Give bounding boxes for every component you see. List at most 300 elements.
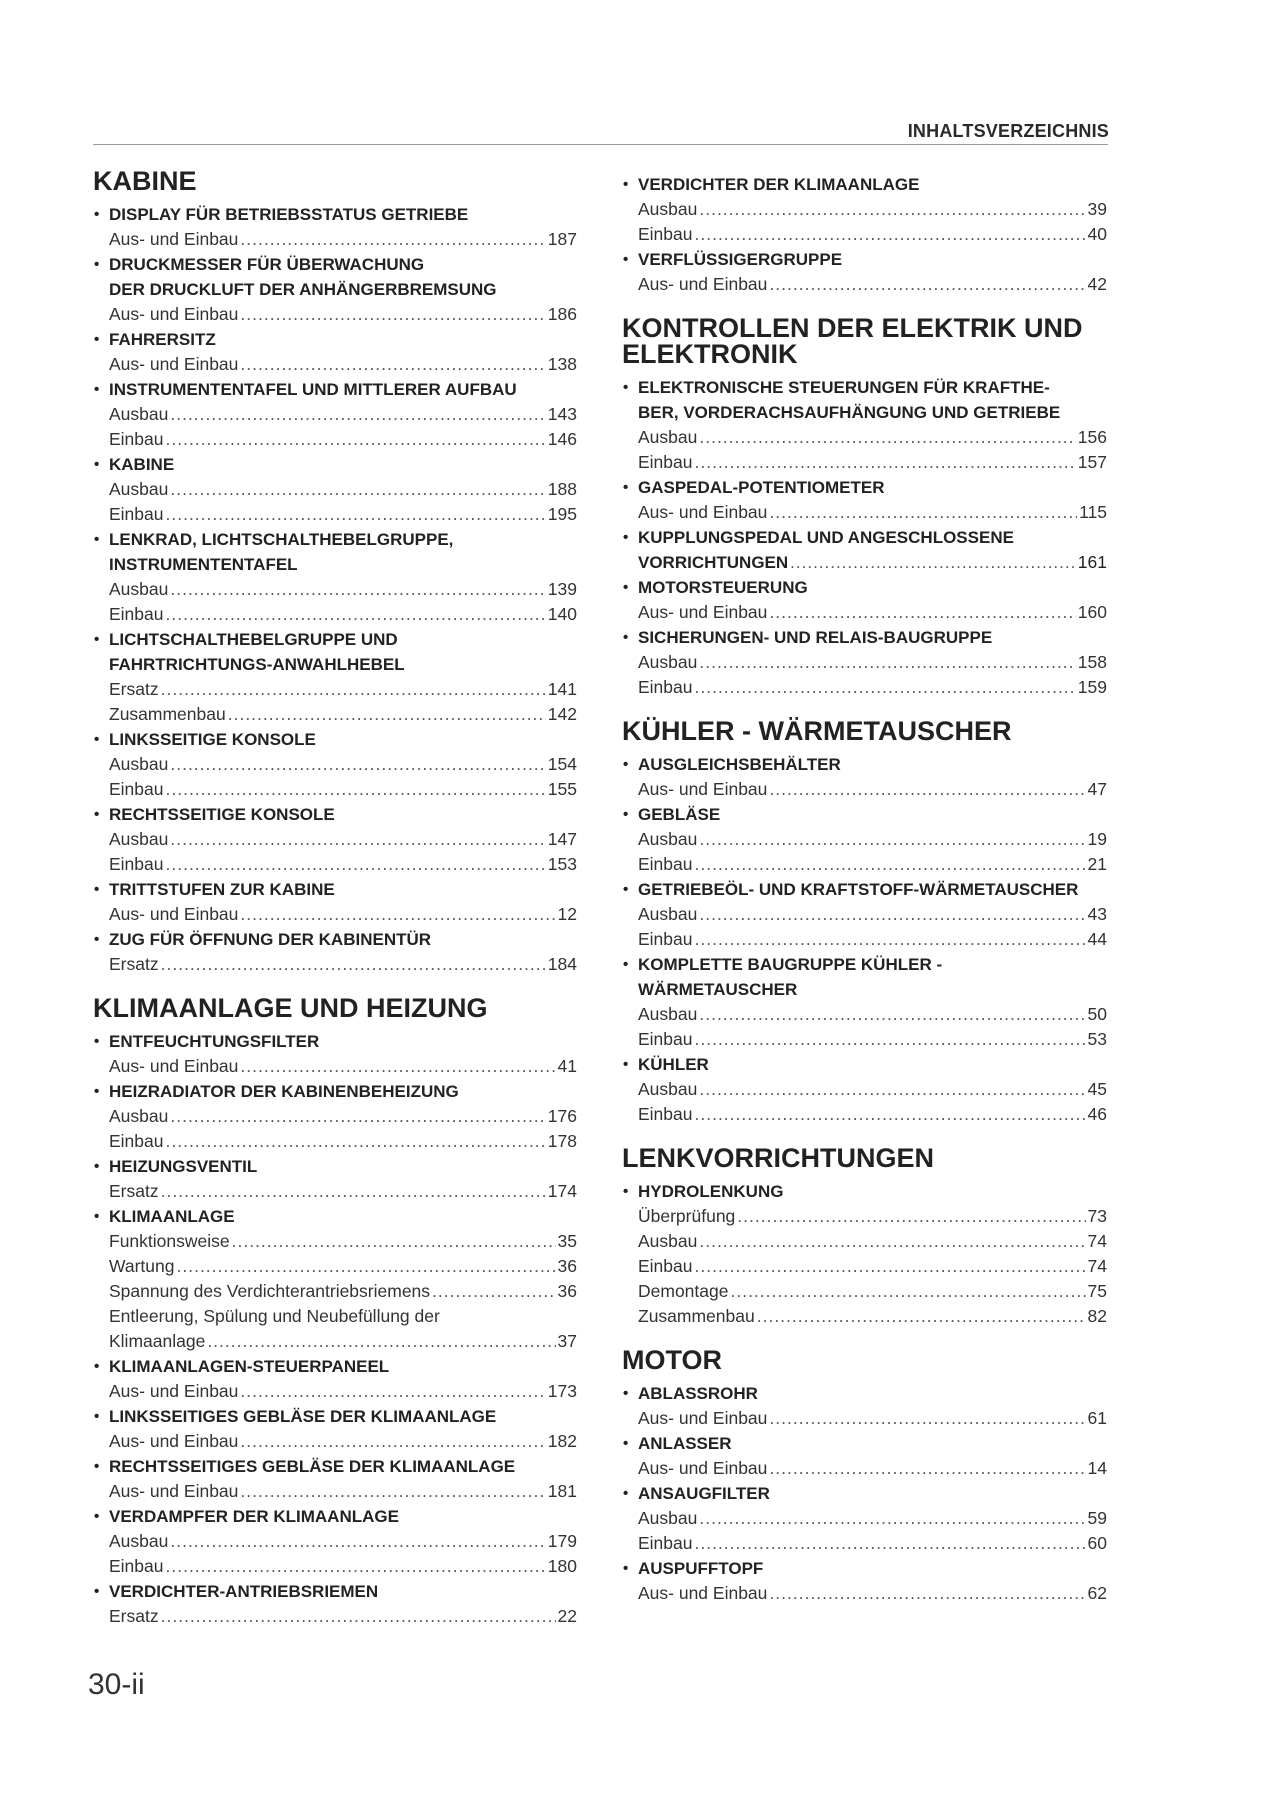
page-number-ref: 45 bbox=[1087, 1079, 1107, 1099]
entry-label: Überprüfung bbox=[638, 1206, 736, 1226]
topic-title[interactable]: • GEBLÄSE bbox=[622, 802, 1107, 827]
toc-topic-klimaanlagen-steuerpaneel bbox=[93, 1354, 577, 1404]
toc-entry-link[interactable] bbox=[93, 1329, 577, 1354]
toc-entry-link[interactable] bbox=[93, 402, 577, 427]
entry-label: Einbau bbox=[638, 224, 693, 244]
toc-topic-hydrolenkung bbox=[622, 1179, 1107, 1329]
toc-entry-link[interactable] bbox=[93, 1129, 577, 1154]
entry-label: Einbau bbox=[638, 677, 693, 697]
dot-leader bbox=[695, 1254, 1086, 1279]
toc-entry-link[interactable] bbox=[93, 702, 577, 727]
dot-leader bbox=[432, 1279, 555, 1304]
entry-label: Einbau bbox=[638, 1256, 693, 1276]
toc-topic-instrumententafel-und-mittlerer-aufbau bbox=[93, 377, 577, 452]
topic-title[interactable]: • LINKSSEITIGES GEBLÄSE DER KLIMAANLAGE bbox=[93, 1404, 577, 1429]
toc-left-column bbox=[93, 168, 577, 1629]
toc-topic-verflussigergruppe bbox=[622, 247, 1107, 297]
dot-leader bbox=[699, 425, 1075, 450]
topic-title[interactable]: • AUSPUFFTOPF bbox=[622, 1556, 1107, 1581]
dot-leader bbox=[166, 427, 546, 452]
toc-entry-link[interactable] bbox=[622, 450, 1107, 475]
toc-section-lenkvorrichtungen bbox=[622, 1145, 1107, 1329]
page-number-ref: 36 bbox=[557, 1256, 577, 1276]
entry-label: Ausbau bbox=[638, 199, 698, 219]
toc-topic-linksseitiges-geblase-der-klimaanlage bbox=[93, 1404, 577, 1454]
toc-topic-entfeuchtungsfilter bbox=[93, 1029, 577, 1079]
toc-entry-link[interactable] bbox=[93, 952, 577, 977]
entry-label: Ausbau bbox=[638, 427, 698, 447]
topic-title[interactable]: • HYDROLENKUNG bbox=[622, 1179, 1107, 1204]
topic-title[interactable]: • DRUCKMESSER FÜR ÜBERWACHUNG bbox=[93, 252, 577, 277]
entry-label: Aus- und Einbau bbox=[109, 354, 239, 374]
topic-title[interactable]: • LENKRAD, LICHTSCHALTHEBELGRUPPE, bbox=[93, 527, 577, 552]
page-number-ref: 176 bbox=[547, 1106, 577, 1126]
toc-topic-kuhler bbox=[622, 1052, 1107, 1127]
topic-title[interactable]: • LINKSSEITIGE KONSOLE bbox=[93, 727, 577, 752]
toc-topic-ansaugfilter bbox=[622, 1481, 1107, 1556]
page-number-ref: 160 bbox=[1077, 602, 1107, 622]
toc-entry-link[interactable] bbox=[622, 425, 1107, 450]
page-number-ref: 14 bbox=[1087, 1458, 1107, 1478]
dot-leader bbox=[695, 927, 1086, 952]
dot-leader bbox=[699, 1077, 1085, 1102]
topic-title[interactable]: • TRITTSTUFEN ZUR KABINE bbox=[93, 877, 577, 902]
entry-label: Ausbau bbox=[638, 1079, 698, 1099]
toc-entry-link[interactable] bbox=[622, 1002, 1107, 1027]
toc-topic-sicherungen-und-relais-baugruppe bbox=[622, 625, 1107, 700]
topic-title[interactable]: WÄRMETAUSCHER bbox=[638, 980, 798, 999]
entry-label: Ausbau bbox=[638, 1508, 698, 1528]
dot-leader bbox=[699, 1002, 1085, 1027]
page-number-ref: 37 bbox=[557, 1331, 577, 1351]
toc-entry-link[interactable] bbox=[93, 352, 577, 377]
toc-entry-link[interactable] bbox=[622, 1279, 1107, 1304]
toc-entry-link[interactable] bbox=[93, 227, 577, 252]
toc-entry-link[interactable] bbox=[622, 927, 1107, 952]
toc-entry-link[interactable] bbox=[93, 852, 577, 877]
entry-label: Aus- und Einbau bbox=[109, 1056, 239, 1076]
entry-label: Ausbau bbox=[638, 904, 698, 924]
dot-leader bbox=[769, 1456, 1085, 1481]
page-number-ref: 53 bbox=[1087, 1029, 1107, 1049]
page-number-ref: 12 bbox=[557, 904, 577, 924]
toc-entry-link[interactable] bbox=[622, 1077, 1107, 1102]
entry-label: Ersatz bbox=[109, 679, 159, 699]
page-number-ref: 40 bbox=[1087, 224, 1107, 244]
page-number: 30-ii bbox=[88, 1668, 145, 1701]
dot-leader bbox=[695, 852, 1086, 877]
entry-label: Einbau bbox=[638, 1104, 693, 1124]
topic-title[interactable]: • ELEKTRONISCHE STEUERUNGEN FÜR KRAFTHE- bbox=[622, 375, 1107, 400]
page-number-ref: 147 bbox=[547, 829, 577, 849]
toc-topic-verdampfer-der-klimaanlage bbox=[93, 1504, 577, 1579]
toc-entry-link[interactable] bbox=[622, 1581, 1107, 1606]
entry-label: Einbau bbox=[638, 854, 693, 874]
toc-entry-link[interactable] bbox=[622, 1102, 1107, 1127]
toc-entry-link[interactable] bbox=[93, 777, 577, 802]
dot-leader bbox=[170, 477, 545, 502]
toc-topic-druckmesser-fur-uberwachung-der-druckluft-der-anhangerbremsung bbox=[93, 252, 577, 327]
toc-topic-zug-fur-offnung-der-kabinentur bbox=[93, 927, 577, 977]
page-number-ref: 43 bbox=[1087, 904, 1107, 924]
entry-label: Wartung bbox=[109, 1256, 175, 1276]
toc-entry-link[interactable] bbox=[93, 827, 577, 852]
dot-leader bbox=[170, 1104, 545, 1129]
entry-label: Aus- und Einbau bbox=[638, 1583, 768, 1603]
entry-label: Aus- und Einbau bbox=[109, 304, 239, 324]
page-number-ref: 140 bbox=[547, 604, 577, 624]
dot-leader bbox=[790, 550, 1076, 575]
dot-leader bbox=[769, 777, 1085, 802]
section-title: MOTOR bbox=[622, 1345, 722, 1375]
toc-topic-getriebeol-und-kraftstoff-warmetauscher bbox=[622, 877, 1107, 952]
dot-leader bbox=[699, 902, 1085, 927]
page-number-ref: 155 bbox=[547, 779, 577, 799]
entry-label: Aus- und Einbau bbox=[638, 1408, 768, 1428]
topic-title[interactable]: • ANSAUGFILTER bbox=[622, 1481, 1107, 1506]
dot-leader bbox=[737, 1204, 1085, 1229]
toc-right-column bbox=[622, 172, 1107, 1606]
section-title: LENKVORRICHTUNGEN bbox=[622, 1143, 935, 1173]
page-number-ref: 22 bbox=[557, 1606, 577, 1626]
topic-title[interactable]: FAHRTRICHTUNGS-ANWAHLHEBEL bbox=[109, 655, 405, 674]
dot-leader bbox=[240, 1379, 545, 1404]
dot-leader bbox=[166, 602, 546, 627]
page-number-ref: 182 bbox=[547, 1431, 577, 1451]
topic-title[interactable]: • GASPEDAL-POTENTIOMETER bbox=[622, 475, 1107, 500]
entry-label: Aus- und Einbau bbox=[109, 1481, 239, 1501]
page-number-ref: 173 bbox=[547, 1381, 577, 1401]
toc-topic-rechtsseitiges-geblase-der-klimaanlage bbox=[93, 1454, 577, 1504]
entry-label: Aus- und Einbau bbox=[109, 904, 239, 924]
dot-leader bbox=[769, 1406, 1085, 1431]
toc-entry-link[interactable] bbox=[93, 1279, 577, 1304]
toc-entry-link[interactable] bbox=[93, 1529, 577, 1554]
dot-leader bbox=[161, 1179, 546, 1204]
toc-entry-link[interactable] bbox=[622, 1229, 1107, 1254]
page-number-ref: 115 bbox=[1079, 502, 1107, 522]
dot-leader bbox=[769, 272, 1085, 297]
topic-title[interactable]: • ZUG FÜR ÖFFNUNG DER KABINENTÜR bbox=[93, 927, 577, 952]
dot-leader bbox=[161, 677, 546, 702]
dot-leader bbox=[177, 1254, 556, 1279]
toc-entry-link[interactable] bbox=[622, 902, 1107, 927]
toc-entry-link[interactable] bbox=[622, 1456, 1107, 1481]
toc-entry-link[interactable] bbox=[93, 1054, 577, 1079]
entry-label: Aus- und Einbau bbox=[109, 229, 239, 249]
entry-label: Ausbau bbox=[109, 829, 169, 849]
toc-entry-link[interactable] bbox=[93, 427, 577, 452]
topic-title[interactable]: • VERDAMPFER DER KLIMAANLAGE bbox=[93, 1504, 577, 1529]
page-number-ref: 174 bbox=[547, 1181, 577, 1201]
entry-label: Ersatz bbox=[109, 1181, 159, 1201]
toc-entry-link[interactable] bbox=[622, 777, 1107, 802]
toc-entry-link[interactable] bbox=[93, 1229, 577, 1254]
page-number-ref: 146 bbox=[547, 429, 577, 449]
entry-label: Aus- und Einbau bbox=[109, 1381, 239, 1401]
entry-label: Ausbau bbox=[638, 1004, 698, 1024]
toc-entry-link[interactable] bbox=[93, 752, 577, 777]
dot-leader bbox=[170, 827, 545, 852]
topic-title[interactable]: • VERDICHTER-ANTRIEBSRIEMEN bbox=[93, 1579, 577, 1604]
dot-leader bbox=[228, 702, 546, 727]
dot-leader bbox=[769, 1581, 1085, 1606]
page-number-ref: 181 bbox=[547, 1481, 577, 1501]
entry-label: Aus- und Einbau bbox=[638, 274, 768, 294]
toc-entry-link[interactable] bbox=[622, 1406, 1107, 1431]
entry-label: Einbau bbox=[109, 854, 164, 874]
toc-entry-link[interactable] bbox=[93, 502, 577, 527]
entry-label: Demontage bbox=[638, 1281, 729, 1301]
dot-leader bbox=[170, 752, 545, 777]
page-number-ref: 44 bbox=[1087, 929, 1107, 949]
dot-leader bbox=[161, 952, 546, 977]
entry-label: Ausbau bbox=[638, 1231, 698, 1251]
toc-entry-link[interactable] bbox=[93, 577, 577, 602]
entry-label: Ausbau bbox=[638, 829, 698, 849]
dot-leader bbox=[699, 827, 1085, 852]
entry-label: Einbau bbox=[109, 504, 164, 524]
topic-title[interactable]: • VERDICHTER DER KLIMAANLAGE bbox=[622, 172, 1107, 197]
dot-leader bbox=[699, 1506, 1085, 1531]
page-header-title: INHALTSVERZEICHNIS bbox=[907, 121, 1109, 141]
toc-topic-gaspedal-potentiometer bbox=[622, 475, 1107, 525]
topic-title[interactable]: • AUSGLEICHSBEHÄLTER bbox=[622, 752, 1107, 777]
dot-leader bbox=[695, 450, 1076, 475]
entry-label: Ersatz bbox=[109, 954, 159, 974]
topic-title[interactable]: • MOTORSTEUERUNG bbox=[622, 575, 1107, 600]
toc-entry-link[interactable] bbox=[93, 477, 577, 502]
topic-title[interactable]: • KLIMAANLAGE bbox=[93, 1204, 577, 1229]
dot-leader bbox=[769, 600, 1075, 625]
toc-entry-link[interactable] bbox=[622, 272, 1107, 297]
topic-title[interactable]: • LICHTSCHALTHEBELGRUPPE UND bbox=[93, 627, 577, 652]
toc-entry-link[interactable] bbox=[93, 1379, 577, 1404]
page-number-ref: 21 bbox=[1087, 854, 1107, 874]
toc-topic-klimaanlage bbox=[93, 1204, 577, 1354]
entry-label: Einbau bbox=[109, 1131, 164, 1151]
toc-topic-geblase bbox=[622, 802, 1107, 877]
page-number-ref: 82 bbox=[1087, 1306, 1107, 1326]
entry-label: Aus- und Einbau bbox=[638, 502, 768, 522]
page-number-ref: 60 bbox=[1087, 1533, 1107, 1553]
page-number-ref: 35 bbox=[557, 1231, 577, 1251]
topic-title[interactable]: • ANLASSER bbox=[622, 1431, 1107, 1456]
dot-leader bbox=[757, 1304, 1086, 1329]
toc-topic-anlasser bbox=[622, 1431, 1107, 1481]
section-title bbox=[622, 315, 1107, 367]
dot-leader bbox=[240, 1054, 555, 1079]
toc-topic-elektronische-steuerungen-fur-kraftheber-vorderachsaufhangung-und-getriebe bbox=[622, 375, 1107, 475]
toc-topic-motorsteuerung bbox=[622, 575, 1107, 625]
toc-entry-link[interactable] bbox=[622, 500, 1107, 525]
entry-label: Spannung des Verdichterantriebsriemens bbox=[109, 1281, 431, 1301]
page-number-ref: 62 bbox=[1087, 1583, 1107, 1603]
toc-topic-auspufftopf bbox=[622, 1556, 1107, 1606]
dot-leader bbox=[166, 852, 546, 877]
toc-entry-link[interactable] bbox=[622, 675, 1107, 700]
dot-leader bbox=[240, 302, 545, 327]
entry-label: Einbau bbox=[109, 1556, 164, 1576]
page-number-ref: 50 bbox=[1087, 1004, 1107, 1024]
page-number-ref: 142 bbox=[547, 704, 577, 724]
page-number-ref: 59 bbox=[1087, 1508, 1107, 1528]
toc-entry-link[interactable] bbox=[622, 550, 1107, 575]
page-number-ref: 41 bbox=[557, 1056, 577, 1076]
toc-entry-link[interactable] bbox=[93, 902, 577, 927]
entry-label: Einbau bbox=[109, 429, 164, 449]
entry-label: Ausbau bbox=[109, 479, 169, 499]
toc-entry-link[interactable] bbox=[622, 852, 1107, 877]
entry-label: Einbau bbox=[638, 1533, 693, 1553]
toc-topic-komplette-baugruppe-kuhler-warmetauscher bbox=[622, 952, 1107, 1052]
topic-title[interactable]: • RECHTSSEITIGE KONSOLE bbox=[93, 802, 577, 827]
page-number-ref: 39 bbox=[1087, 199, 1107, 219]
dot-leader bbox=[166, 502, 546, 527]
topic-title[interactable]: • ENTFEUCHTUNGSFILTER bbox=[93, 1029, 577, 1054]
topic-title[interactable]: • KABINE bbox=[93, 452, 577, 477]
dot-leader bbox=[240, 352, 545, 377]
topic-title[interactable]: INSTRUMENTENTAFEL bbox=[109, 555, 298, 574]
toc-topic-verdichter-der-klimaanlage bbox=[622, 172, 1107, 247]
page-number-ref: 187 bbox=[547, 229, 577, 249]
topic-title[interactable]: • SICHERUNGEN- UND RELAIS-BAUGRUPPE bbox=[622, 625, 1107, 650]
toc-entry-link[interactable] bbox=[622, 1304, 1107, 1329]
page-number-ref: 156 bbox=[1077, 427, 1107, 447]
toc-entry-link[interactable] bbox=[93, 1429, 577, 1454]
section-title: KABINE bbox=[93, 166, 197, 196]
entry-label: Einbau bbox=[109, 779, 164, 799]
page-number-ref: 75 bbox=[1087, 1281, 1107, 1301]
dot-leader bbox=[695, 1102, 1086, 1127]
dot-leader bbox=[232, 1229, 556, 1254]
page-number-ref: 74 bbox=[1087, 1256, 1107, 1276]
entry-label: Zusammenbau bbox=[638, 1306, 755, 1326]
toc-entry-link[interactable] bbox=[622, 1204, 1107, 1229]
dot-leader bbox=[240, 1429, 545, 1454]
toc-entry-link[interactable] bbox=[93, 677, 577, 702]
topic-title[interactable]: • KLIMAANLAGEN-STEUERPANEEL bbox=[93, 1354, 577, 1379]
topic-title[interactable]: • KOMPLETTE BAUGRUPPE KÜHLER - bbox=[622, 952, 1107, 977]
toc-section-kuhler-warmetauscher bbox=[622, 718, 1107, 1127]
section-title: KÜHLER - WÄRMETAUSCHER bbox=[622, 716, 1012, 746]
topic-title[interactable]: • DISPLAY FÜR BETRIEBSSTATUS GETRIEBE bbox=[93, 202, 577, 227]
page-number-ref: 184 bbox=[547, 954, 577, 974]
toc-entry-link[interactable] bbox=[93, 1479, 577, 1504]
entry-label: Ausbau bbox=[109, 579, 169, 599]
toc-entry-link[interactable] bbox=[93, 302, 577, 327]
topic-title[interactable]: • GETRIEBEÖL- UND KRAFTSTOFF-WÄRMETAUSCHER bbox=[622, 877, 1107, 902]
entry-label: Zusammenbau bbox=[109, 704, 226, 724]
entry-label: Einbau bbox=[109, 604, 164, 624]
topic-title[interactable]: • HEIZUNGSVENTIL bbox=[93, 1154, 577, 1179]
page-number-ref: 61 bbox=[1087, 1408, 1107, 1428]
dot-leader bbox=[240, 227, 545, 252]
toc-entry-link[interactable] bbox=[622, 827, 1107, 852]
toc-entry-link[interactable] bbox=[622, 1506, 1107, 1531]
toc-entry-link[interactable] bbox=[622, 222, 1107, 247]
entry-label: Ausbau bbox=[109, 404, 169, 424]
page-number-ref: 19 bbox=[1087, 829, 1107, 849]
toc-topic-ablassrohr bbox=[622, 1381, 1107, 1431]
toc-entry-link[interactable] bbox=[93, 1179, 577, 1204]
toc-topic-display-fur-betriebsstatus-getriebe bbox=[93, 202, 577, 252]
toc-topic-heizungsventil bbox=[93, 1154, 577, 1204]
dot-leader bbox=[161, 1604, 556, 1629]
toc-entry-link[interactable] bbox=[93, 602, 577, 627]
toc-topic-lichtschalthebelgruppe-und-fahrtrichtungs-anwahlhebel bbox=[93, 627, 577, 727]
dot-leader bbox=[170, 577, 545, 602]
dot-leader bbox=[170, 1529, 545, 1554]
topic-title[interactable]: • VERFLÜSSIGERGRUPPE bbox=[622, 247, 1107, 272]
toc-entry-link[interactable] bbox=[622, 1027, 1107, 1052]
entry-label: Ausbau bbox=[638, 652, 698, 672]
toc-entry-link[interactable] bbox=[622, 1254, 1107, 1279]
page-number-ref: 180 bbox=[547, 1556, 577, 1576]
page-number-ref: 161 bbox=[1077, 552, 1107, 572]
page-number-ref: 178 bbox=[547, 1131, 577, 1151]
page-number-ref: 154 bbox=[547, 754, 577, 774]
topic-title[interactable]: • ABLASSROHR bbox=[622, 1381, 1107, 1406]
entry-label: Aus- und Einbau bbox=[638, 779, 768, 799]
toc-entry-link[interactable] bbox=[93, 1554, 577, 1579]
dot-leader bbox=[166, 777, 546, 802]
toc-entry-link[interactable] bbox=[622, 600, 1107, 625]
dot-leader bbox=[695, 1027, 1086, 1052]
topic-title[interactable]: • RECHTSSEITIGES GEBLÄSE DER KLIMAANLAGE bbox=[93, 1454, 577, 1479]
topic-title[interactable]: • KUPPLUNGSPEDAL UND ANGESCHLOSSENE bbox=[622, 525, 1107, 550]
page-number-ref: 36 bbox=[557, 1281, 577, 1301]
page-number-ref: 42 bbox=[1087, 274, 1107, 294]
toc-entry-link[interactable] bbox=[622, 650, 1107, 675]
page-number-ref: 73 bbox=[1087, 1206, 1107, 1226]
page-number-ref: 153 bbox=[547, 854, 577, 874]
entry-label: Aus- und Einbau bbox=[109, 1431, 239, 1451]
entry-label: Ausbau bbox=[109, 1531, 169, 1551]
entry-label: Einbau bbox=[638, 452, 693, 472]
toc-entry-link[interactable] bbox=[93, 1604, 577, 1629]
header-rule bbox=[93, 144, 1108, 145]
topic-title[interactable]: • FAHRERSITZ bbox=[93, 327, 577, 352]
toc-entry-link[interactable] bbox=[93, 1254, 577, 1279]
topic-title[interactable]: BER, VORDERACHSAUFHÄNGUNG UND GETRIEBE bbox=[638, 403, 1061, 422]
entry-label: Ausbau bbox=[109, 1106, 169, 1126]
topic-title[interactable]: DER DRUCKLUFT DER ANHÄNGERBREMSUNG bbox=[109, 280, 497, 299]
page-number-ref: 179 bbox=[547, 1531, 577, 1551]
section-title-line: ELEKTRONIK bbox=[622, 339, 798, 369]
toc-section-motor bbox=[622, 1347, 1107, 1606]
topic-title[interactable]: • HEIZRADIATOR DER KABINENBEHEIZUNG bbox=[93, 1079, 577, 1104]
topic-title[interactable]: • INSTRUMENTENTAFEL UND MITTLERER AUFBAU bbox=[93, 377, 577, 402]
dot-leader bbox=[699, 197, 1085, 222]
page-number-ref: 157 bbox=[1077, 452, 1107, 472]
toc-entry-link[interactable] bbox=[622, 197, 1107, 222]
toc-entry-link[interactable] bbox=[622, 1531, 1107, 1556]
topic-title[interactable]: • KÜHLER bbox=[622, 1052, 1107, 1077]
page-number-ref: 74 bbox=[1087, 1231, 1107, 1251]
page-number-ref: 141 bbox=[547, 679, 577, 699]
toc-topic-verdichter-antriebsriemen bbox=[93, 1579, 577, 1629]
toc-section-kabine bbox=[93, 168, 577, 977]
toc-section-kontrollen-der-elektrik-und-elektronik bbox=[622, 315, 1107, 700]
dot-leader bbox=[166, 1554, 546, 1579]
toc-entry-link[interactable] bbox=[93, 1104, 577, 1129]
dot-leader bbox=[769, 500, 1077, 525]
section-title-line: KONTROLLEN DER ELEKTRIK UND bbox=[622, 313, 1083, 343]
entry-label: Funktionsweise bbox=[109, 1231, 230, 1251]
page-number-ref: 158 bbox=[1077, 652, 1107, 672]
page-number-ref: 138 bbox=[547, 354, 577, 374]
